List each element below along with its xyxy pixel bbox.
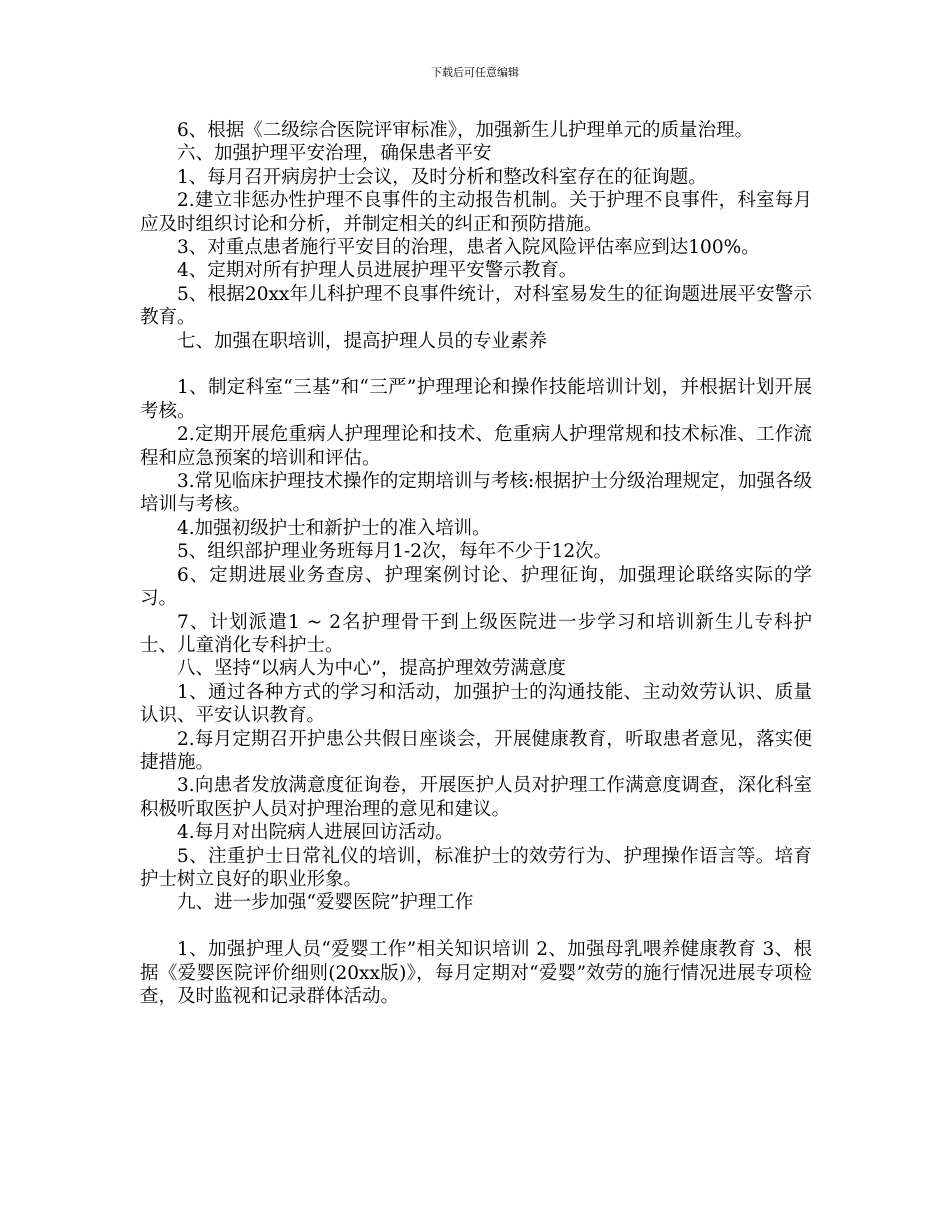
paragraph: 5、注重护士日常礼仪的培训，标准护士的效劳行为、护理操作语言等。培育护士树立良好的职业形象。	[140, 845, 812, 890]
document-body	[140, 119, 812, 1008]
section-heading: 八、坚持“以病人为中心”，提高护理效劳满意度	[177, 658, 566, 680]
paragraph: 2.每月定期召开护患公共假日座谈会，开展健康教育，听取患者意见，落实便捷措施。	[140, 728, 812, 773]
paragraph: 3.常见临床护理技术操作的定期培训与考核:根据护士分级治理规定，加强各级培训与考核。	[140, 471, 812, 516]
paragraph: 5、根据20xx年儿科护理不良事件统计，对科室易发生的征询题进展平安警示教育。	[140, 283, 812, 329]
paragraph: 2.建立非惩办性护理不良事件的主动报告机制。关于护理不良事件，科室每月应及时组织讨论和分析，并制定相关的纠正和预防措施。	[140, 190, 812, 235]
section-heading: 九、进一步加强“爱婴医院”护理工作	[177, 892, 474, 914]
section-heading: 七、加强在职培训，提高护理人员的专业素养	[177, 330, 548, 352]
paragraph: 3、对重点患者施行平安目的治理，患者入院风险评估率应到达100%。	[177, 237, 760, 259]
paragraph: 5、组织部护理业务班每月1-2次，每年不少于12次。	[177, 541, 613, 563]
paragraph: 1、通过各种方式的学习和活动，加强护士的沟通技能、主动效劳认识、质量认识、平安认识教育。	[140, 681, 812, 727]
paragraph: 6、根据《二级综合医院评审标准》，加强新生儿护理单元的质量治理。	[177, 120, 754, 141]
paragraph: 1、每月召开病房护士会议，及时分析和整改科室存在的征询题。	[177, 166, 707, 188]
paragraph: 7、计划派遣1 ~ 2名护理骨干到上级医院进一步学习和培训新生儿专科护士、儿童消化专科护士。	[140, 611, 812, 656]
paragraph: 4、定期对所有护理人员进展护理平安警示教育。	[177, 260, 578, 282]
page-header: 下载后可任意编辑	[431, 66, 519, 79]
paragraph: 4.加强初级护士和新护士的准入培训。	[177, 517, 491, 539]
paragraph: 6、定期进展业务查房、护理案例讨论、护理征询，加强理论联络实际的学习。	[140, 564, 812, 610]
paragraph: 4.每月对出院病人进展回访活动。	[177, 822, 454, 844]
section-heading: 六、加强护理平安治理，确保患者平安	[177, 143, 492, 165]
paragraph: 2.定期开展危重病人护理理论和技术、危重病人护理常规和技术标准、工作流程和应急预案的培训和评估。	[140, 424, 812, 469]
paragraph: 1、加强护理人员“爱婴工作”相关知识培训 2、加强母乳喂养健康教育 3、根据《爱婴医院评价细则(20xx版)》，每月定期对“爱婴”效劳的施行情况进展专项检查，及时监视和记录群体活动。	[140, 939, 812, 1007]
paragraph: 3.向患者发放满意度征询卷，开展医护人员对护理工作满意度调查，深化科室积极听取医护人员对护理治理的意见和建议。	[140, 775, 812, 820]
paragraph: 1、制定科室“三基”和“三严”护理理论和操作技能培训计划，并根据计划开展考核。	[140, 377, 812, 422]
